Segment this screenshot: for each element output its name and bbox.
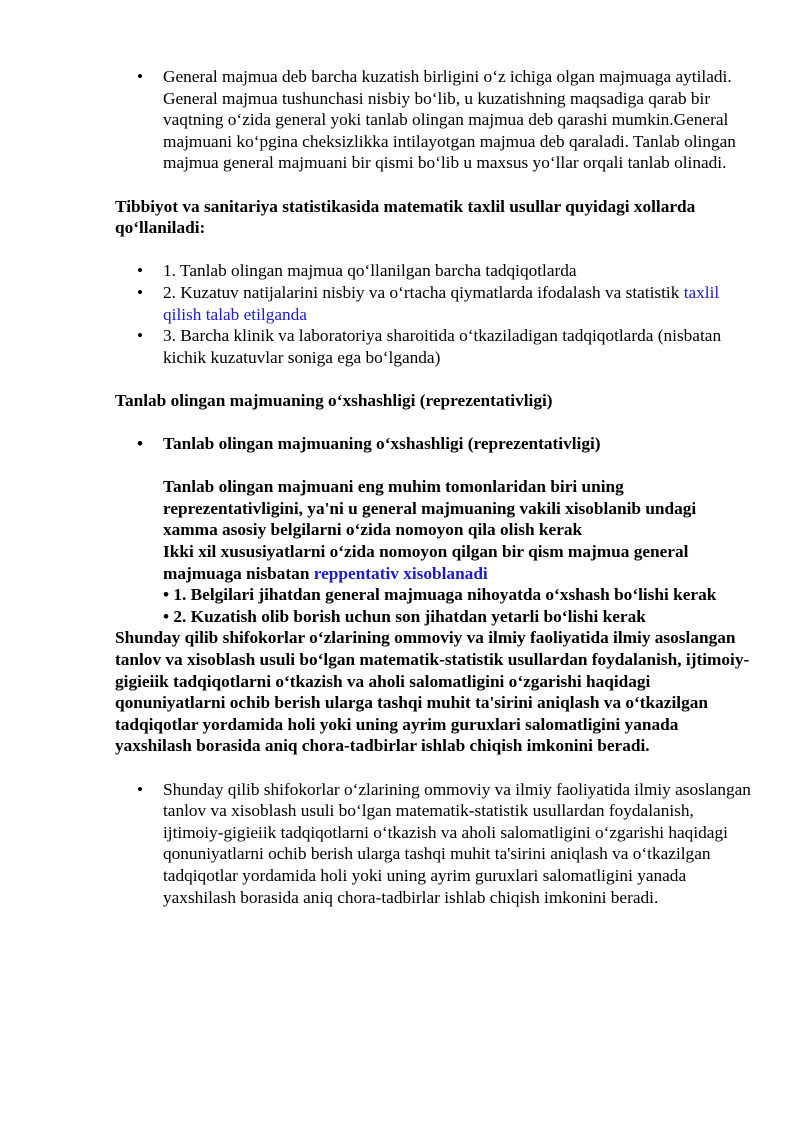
list-item-text: 3. Barcha klinik va laboratoriya sharoitida o‘tkaziladigan tadqiqotlarda (nisbatan kichik kuzatuvlar soniga ega bo‘lganda) xyxy=(163,326,722,367)
intro-text: General majmua deb barcha kuzatish birligini o‘z ichiga olgan majmuaga aytiladi. General majmua tushunchasi nisbiy bo‘lib, u kuzatishning maqsadiga qarab bir vaqtning o‘zida general yoki tanlab olingan majmua deb qarashi mumkin.General majmuani ko‘pgina cheksizlikka intilayotgan majmua deb qaraladi. Tanlab olingan majmua general majmuani bir qismi bo‘lib u maxsus yo‘llar orqali tanlab olinadi. xyxy=(163,67,736,173)
point-two: • 2. Kuzatish olib borish uchun son jihatdan yetarli bo‘lishi kerak xyxy=(163,606,646,626)
bold-block xyxy=(115,476,755,757)
list-item-text: 1. Tanlab olingan majmua qo‘llanilgan barcha tadqiqotlarda xyxy=(163,261,577,281)
reppentativ-link[interactable]: reppentativ xisoblanadi xyxy=(313,563,488,583)
final-list xyxy=(115,779,755,909)
list-item xyxy=(115,433,755,455)
bullet-icon: • xyxy=(137,779,144,799)
section-heading-methods: Tibbiyot va sanitariya statistikasida matematik taxlil usullar quyidagi xollarda qo‘llaniladi: xyxy=(115,196,696,238)
list-item xyxy=(115,260,755,282)
summary-paragraph: Shunday qilib shifokorlar o‘zlarining ommoviy va ilmiy faoliyatida ilmiy asoslangan tanlov va xisoblash usuli bo‘lgan matematik-statistik usullardan foydalanish, ijtimoiy-gigieiik tadqiqotlarni o‘tkazish va aholi salomatligini o‘zgarishi haqidagi qonuniyatlarni ochib berish ularga tashqi muhit ta'sirini aniqlash va o‘tkazilgan tadqiqotlar yordamida holi yoki uning ayrim guruxlari salomatligini yanada yaxshilash borasida aniq chora-tadbirlar ishlab chiqish imkonini beradi. xyxy=(115,628,750,756)
document-page xyxy=(115,66,755,908)
intro-list xyxy=(115,66,755,174)
statistik-taxlil-link[interactable]: taxlil qilish talab etilganda xyxy=(163,282,720,324)
bullet-icon: • xyxy=(137,261,144,281)
point-one: • 1. Belgilari jihatdan general majmuaga nihoyatda o‘xshash bo‘lishi kerak xyxy=(163,585,717,605)
bullet-icon: • xyxy=(137,326,144,346)
bullet-icon: • xyxy=(137,282,144,302)
list-item-text: 2. Kuzatuv natijalarini nisbiy va o‘rtacha qiymatlarda ifodalash va statistik xyxy=(163,282,684,302)
methods-list xyxy=(115,260,755,368)
list-item xyxy=(115,779,755,909)
list-item xyxy=(115,325,755,368)
properties-paragraph xyxy=(115,541,755,584)
properties-text: Ikki xil xususiyatlarni o‘zida nomoyon qilgan bir qism majmua general majmuaga nisbatan xyxy=(163,542,689,583)
representativeness-paragraph: Tanlab olingan majmuani eng muhim tomonlaridan biri uning reprezentativligini, ya'ni u general majmuaning vakili xisoblanib undagi xamma asosiy belgilarni o‘zida nomoyon qila olish kerak xyxy=(163,477,697,540)
bullet-icon: • xyxy=(137,67,144,86)
list-item xyxy=(115,66,755,174)
final-text: Shunday qilib shifokorlar o‘zlarining ommoviy va ilmiy faoliyatida ilmiy asoslangan tanlov va xisoblash usuli bo‘lgan matematik-statistik usullardan foydalanish, ijtimoiy-gigieiik tadqiqotlarni o‘tkazish va aholi salomatligini o‘zgarishi haqidagi qonuniyatlarni ochib berish ularga tashqi muhit ta'sirini aniqlash va o‘tkazilgan tadqiqotlar yordamida holi yoki uning ayrim guruxlari salomatligini yanada yaxshilash borasida aniq chora-tadbirlar ishlab chiqish imkonini beradi. xyxy=(163,779,751,907)
list-item-text: Tanlab olingan majmuaning o‘xshashligi (reprezentativligi) xyxy=(163,434,601,454)
representativeness-list xyxy=(115,433,755,455)
section-heading-representativeness: Tanlab olingan majmuaning o‘xshashligi (reprezentativligi) xyxy=(115,390,553,410)
bullet-icon: • xyxy=(137,434,144,454)
list-item xyxy=(115,282,755,325)
